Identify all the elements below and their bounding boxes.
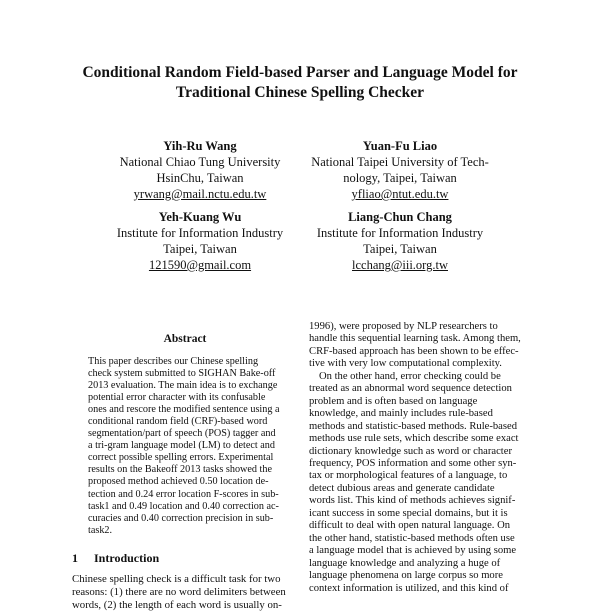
body-line: knowledge, and mainly includes rule-based — [309, 408, 493, 420]
abstract-line: results on the Bakeoff 2013 tasks showed the — [88, 464, 273, 476]
body-line: CRF-based approach has been shown to be effec- — [309, 345, 519, 357]
author-block — [100, 138, 300, 202]
intro-line: Chinese spelling check is a difficult task for two — [72, 572, 281, 585]
author-affiliation: National Taipei University of Tech- — [311, 155, 489, 169]
abstract-line: 2013 evaluation. The main idea is to exchange — [88, 380, 278, 392]
author-name: Yuan-Fu Liao — [362, 139, 438, 153]
author-location: Taipei, Taiwan — [363, 242, 437, 256]
body-line: tax or morphological features of a language, to — [309, 470, 508, 482]
abstract-line: tection and 0.24 error location F-scores in sub- — [88, 488, 279, 500]
abstract-body — [72, 356, 298, 537]
body-line: methods and statistic-based methods. Rule-based — [309, 420, 518, 432]
body-line: detect dubious areas and generate candidate — [309, 482, 495, 494]
abstract-line: This paper describes our Chinese spelling — [88, 356, 259, 367]
right-column — [309, 321, 533, 595]
abstract-line: check system submitted to SIGHAN Bake-off — [88, 368, 276, 380]
body-line: the other hand, statistic-based methods often use — [309, 532, 515, 544]
author-name: Liang-Chun Chang — [348, 210, 452, 224]
author-block — [100, 209, 300, 273]
body-line: difficult to deal with open natural language. On — [309, 520, 511, 532]
body-line: context information is utilized, and this kind of — [309, 582, 509, 594]
body-line: frequency, POS information and some other syn- — [309, 457, 517, 469]
abstract-line: task1 and 0.49 location and 0.40 correction ac- — [88, 500, 279, 512]
author-email[interactable]: 121590@gmail.com — [148, 258, 252, 272]
abstract-line: potential error character with its confusable — [88, 392, 266, 404]
abstract-heading: Abstract — [163, 333, 207, 345]
left-column — [72, 332, 298, 612]
section-heading-introduction — [72, 551, 298, 565]
body-line: On the other hand, error checking could be — [319, 370, 501, 382]
intro-line: reasons: (1) there are no word delimiters between — [72, 585, 286, 598]
intro-line: words, (2) the length of each word is usually on- — [72, 599, 282, 612]
author-email[interactable]: yfliao@ntut.edu.tw — [351, 187, 449, 201]
author-block — [300, 138, 500, 202]
paper-title — [60, 63, 540, 103]
body-line: handle this sequential learning task. Among them, — [309, 333, 521, 345]
title-line: Traditional Chinese Spelling Checker — [175, 84, 425, 101]
author-affiliation: National Chiao Tung University — [119, 155, 281, 169]
abstract-line: segmentation/part of speech (POS) tagger and — [88, 428, 276, 440]
body-line: 1996), were proposed by NLP researchers to — [309, 321, 498, 332]
body-line: treated as an abnormal word sequence detection — [309, 383, 512, 395]
author-email[interactable]: lcchang@iii.org.tw — [352, 258, 448, 272]
author-affiliation: Institute for Information Industry — [116, 226, 284, 240]
body-line: language phenomena on large corpus so more — [309, 570, 503, 582]
author-block — [300, 209, 500, 273]
abstract-line: conditional random field (CRF)-based word — [88, 416, 268, 428]
section-title: Introduction — [94, 550, 160, 565]
body-line: language knowledge and analyzing a huge of — [309, 557, 501, 569]
abstract-line: correct possible spelling errors. Experimental — [88, 452, 274, 464]
section-number: 1 — [72, 550, 78, 565]
abstract-line: proposed method achieved 0.50 location de- — [88, 476, 269, 488]
body-line: icant success in some special domains, but it is — [309, 507, 508, 519]
title-line: Conditional Random Field-based Parser and Language Model for — [82, 64, 518, 81]
abstract-line: curacies and 0.40 correction precision in sub- — [88, 512, 274, 524]
author-name: Yeh-Kuang Wu — [158, 210, 242, 224]
abstract-line: task2. — [88, 524, 113, 536]
author-location: HsinChu, Taiwan — [156, 171, 244, 185]
body-line: words list. This kind of methods achieves signif- — [309, 495, 516, 507]
author-email[interactable]: yrwang@mail.nctu.edu.tw — [133, 187, 267, 201]
author-location: nology, Taipei, Taiwan — [343, 171, 457, 185]
abstract-line: ones and rescore the modified sentence using a — [88, 404, 280, 416]
body-line: methods use rule sets, which describe some exact — [309, 433, 519, 445]
author-affiliation: Institute for Information Industry — [316, 226, 484, 240]
author-location: Taipei, Taiwan — [163, 242, 237, 256]
author-name: Yih-Ru Wang — [163, 139, 237, 153]
body-line: a language model that is achieved by using some — [309, 545, 517, 557]
abstract-line: a tri-gram language model (LM) to detect and — [88, 440, 275, 452]
body-line: dictionary knowledge such as word or character — [309, 445, 512, 457]
body-line: problem and is often based on language — [309, 395, 478, 407]
introduction-body — [72, 573, 298, 612]
body-line: tive with very low computational complexity. — [309, 358, 502, 370]
